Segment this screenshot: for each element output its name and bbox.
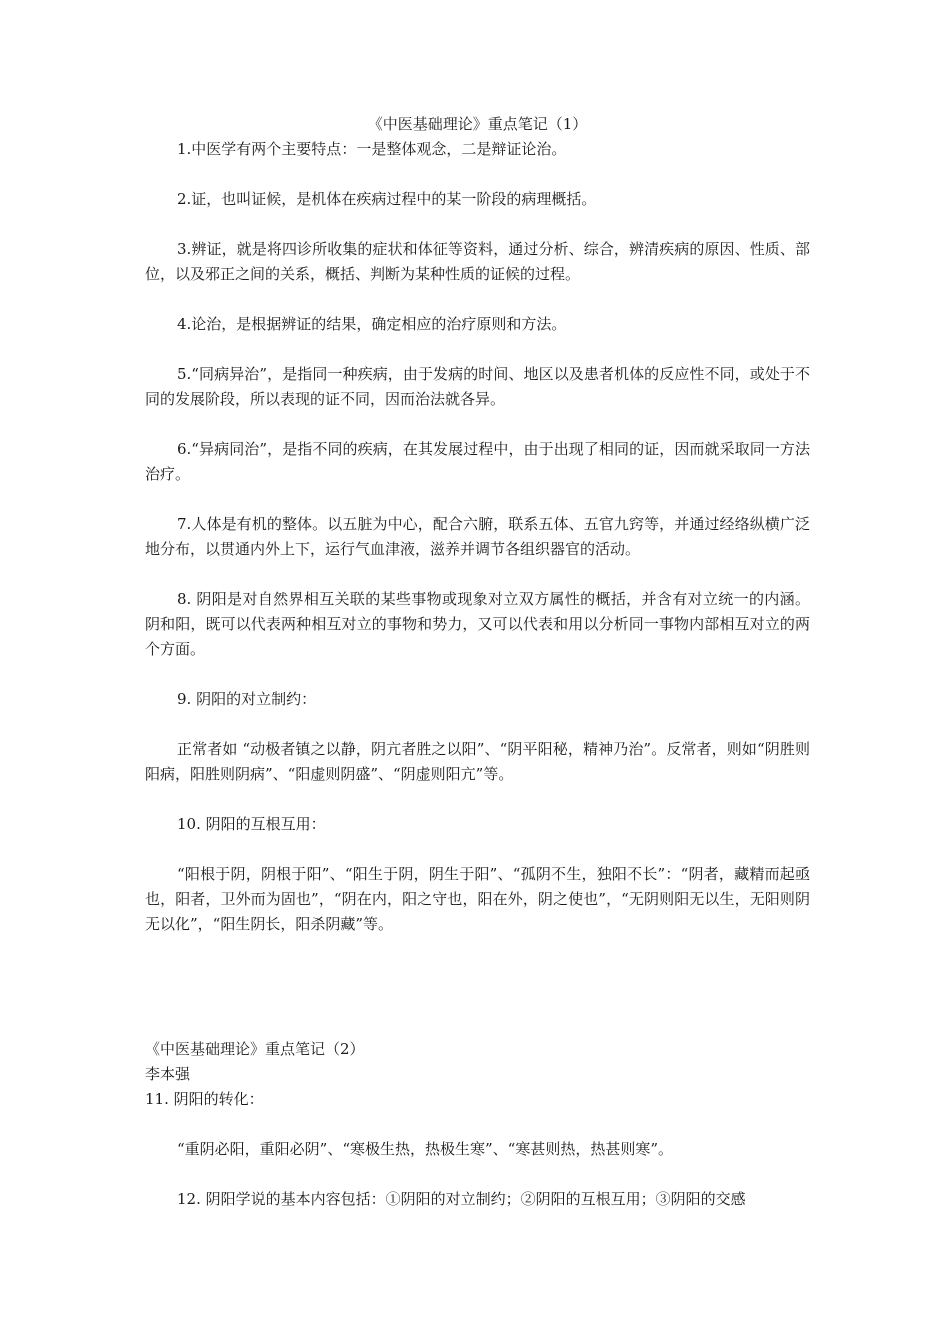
note-paragraph-12: 12. 阴阳学说的基本内容包括：①阴阳的对立制约；②阴阳的互根互用；③阴阳的交感 [177,1190,746,1208]
note-paragraph-4: 4.论治，是根据辨证的结果，确定相应的治疗原则和方法。 [177,315,567,333]
note-paragraph-1: 1.中医学有两个主要特点：一是整体观念，二是辩证论治。 [177,140,567,158]
note-paragraph-2: 2.证，也叫证候，是机体在疾病过程中的某一阶段的病理概括。 [177,190,597,208]
author-name: 李本强 [145,1065,191,1083]
note-paragraph-10-detail: “阳根于阴，阴根于阳”、“阳生于阴，阴生于阳”、“孤阴不生，独阳不长”：“阴者，藏精而起亟也，阳者，卫外而为固也”，“阴在内，阳之守也，阳在外，阴之使也”，“无阴则阳无以生，无阳则阴无以化”，“阳生阴长，阳杀阴藏”等。 [145,865,810,933]
note-paragraph-11-detail: “重阴必阳，重阳必阴”、“寒极生热，热极生寒”、“寒甚则热，热甚则寒”。 [177,1140,674,1158]
note-paragraph-9-detail: 正常者如 “动极者镇之以静，阴亢者胜之以阳”、“阴平阳秘，精神乃治”。反常者，则如“阴胜则阳病，阳胜则阴病”、“阳虚则阴盛”、“阴虚则阳亢”等。 [145,740,810,783]
note-paragraph-6: 6.“异病同治”，是指不同的疾病，在其发展过程中，由于出现了相同的证，因而就采取同一方法治疗。 [145,440,810,483]
note-paragraph-9: 9. 阴阳的对立制约： [177,690,317,708]
section-title-1: 《中医基础理论》重点笔记（1） [367,115,588,133]
note-paragraph-7: 7.人体是有机的整体。以五脏为中心，配合六腑，联系五体、五官九窍等，并通过经络纵横广泛地分布，以贯通内外上下，运行气血津液，滋养并调节各组织器官的活动。 [145,515,810,558]
section-title-2: 《中医基础理论》重点笔记（2） [145,1040,365,1058]
note-paragraph-3: 3.辨证，就是将四诊所收集的症状和体征等资料，通过分析、综合，辨清疾病的原因、性质、部位，以及邪正之间的关系，概括、判断为某种性质的证候的过程。 [145,240,810,283]
note-paragraph-5: 5.“同病异治”，是指同一种疾病，由于发病的时间、地区以及患者机体的反应性不同，或处于不同的发展阶段，所以表现的证不同，因而治法就各异。 [145,365,810,408]
document-page [145,112,810,1212]
note-paragraph-8: 8. 阴阳是对自然界相互关联的某些事物或现象对立双方属性的概括，并含有对立统一的内涵。阴和阳，既可以代表两种相互对立的事物和势力，又可以代表和用以分析同一事物内部相互对立的两个方面。 [145,590,810,658]
note-paragraph-11: 11. 阴阳的转化： [145,1090,264,1108]
note-paragraph-10: 10. 阴阳的互根互用： [177,815,326,833]
